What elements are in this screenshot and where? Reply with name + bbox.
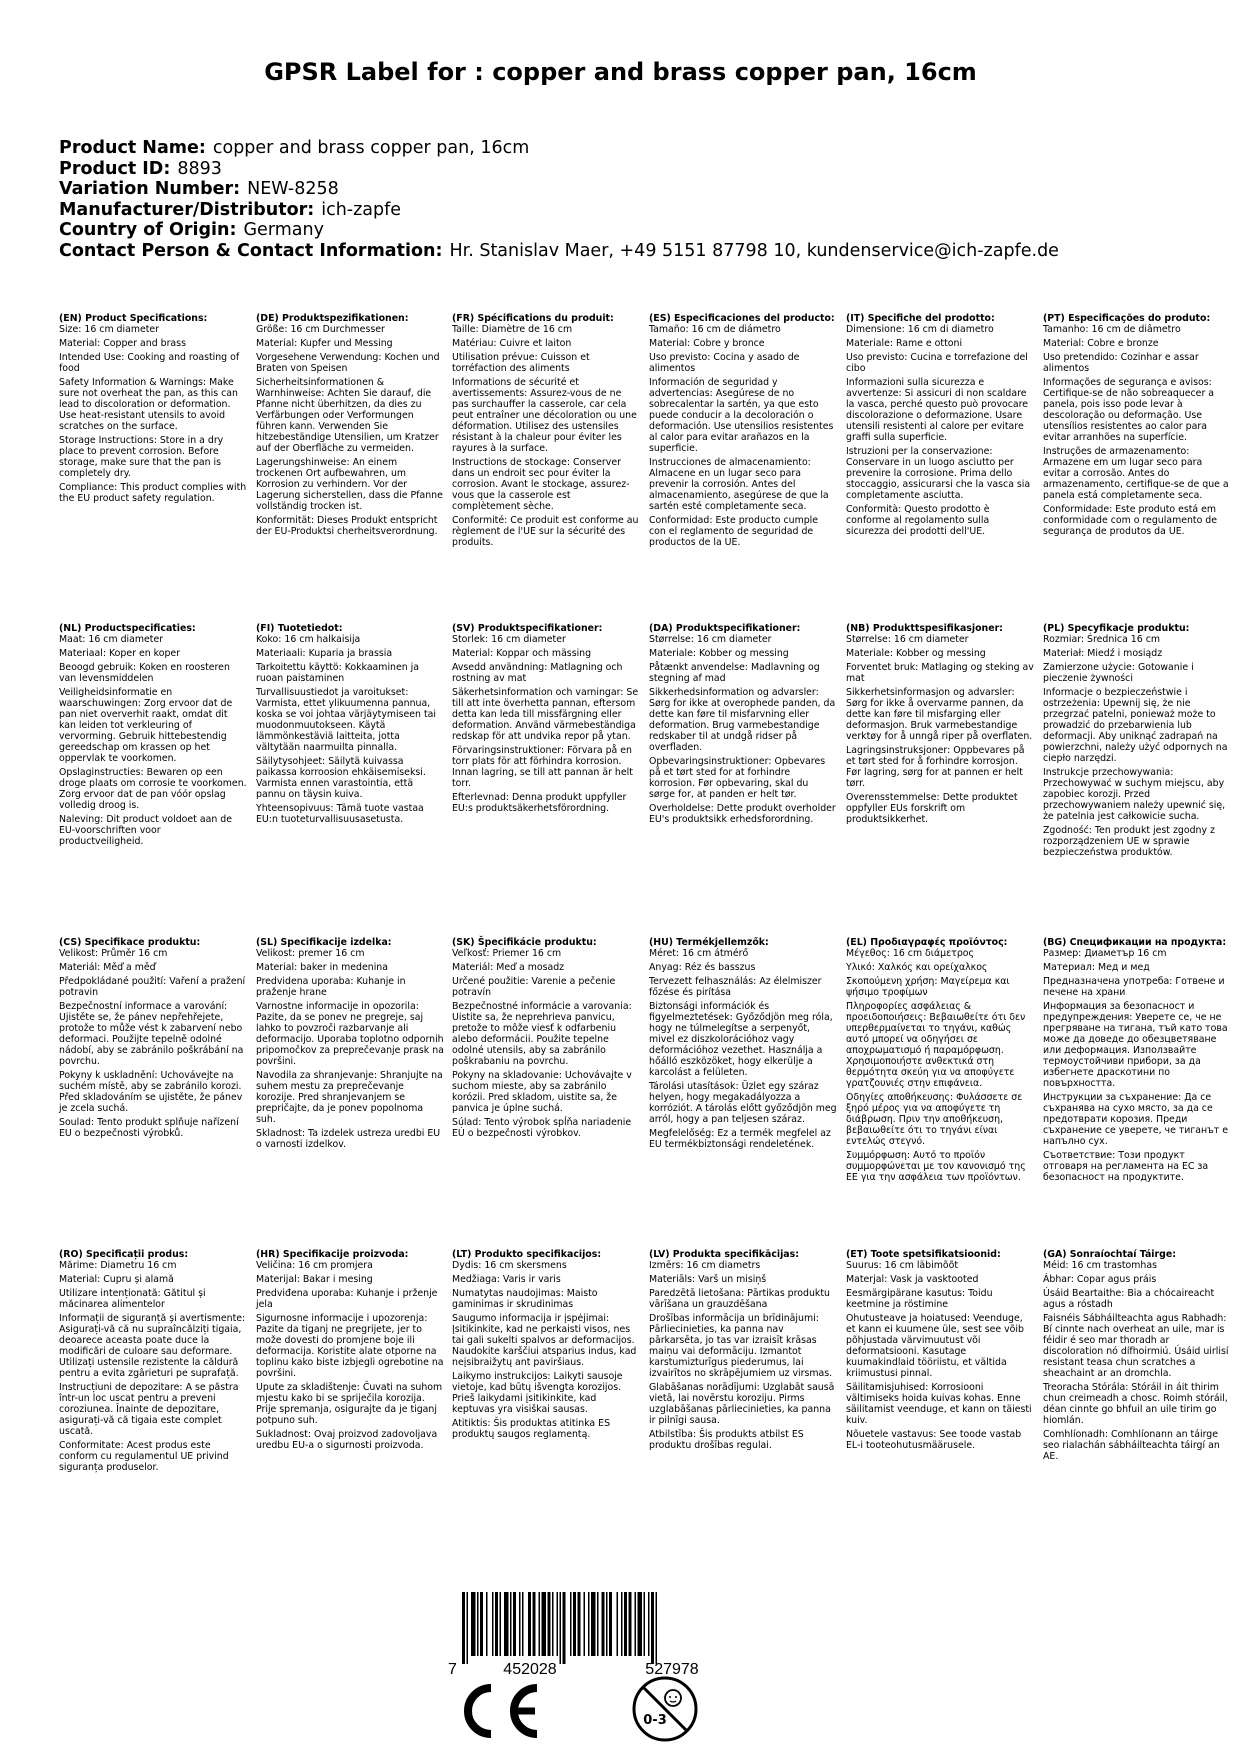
specification-item: Súlad: Tento výrobok spĺňa nariadenie EÚ o bezpečnosti výrobkov. xyxy=(452,1117,632,1139)
specification-item: Material: Cobre e bronze xyxy=(1043,338,1159,349)
barcode-bar xyxy=(548,1592,551,1656)
specification-item: Konformität: Dieses Produkt entspricht der EU-Produktsi cherheitsverordnung. xyxy=(256,515,438,537)
specification-item: Οδηγίες αποθήκευσης: Φυλάσσετε σε ξηρό μέρος για να αποφύγετε τη διάβρωση. Πριν την αποθήκευση, βεβαιωθείτε ότι το τηγάνι είναι εντελώς στεγνό. xyxy=(846,1092,1023,1147)
specification-item: Předpokládané použití: Vaření a pražení potravin xyxy=(59,976,246,998)
specification-item: Tamaño: 16 cm de diámetro xyxy=(649,324,781,335)
barcode-bar xyxy=(533,1592,536,1656)
barcode-digit-first: 7 xyxy=(448,1661,457,1678)
language-heading: (CS) Specifikace produktu: xyxy=(59,937,201,948)
barcode-bar xyxy=(510,1592,512,1656)
specification-item: Bezpečnostné informácie a varovania: Uistite sa, že neprehrieva panvicu, pretože to môže viesť k odfarbeniu alebo deformácii. Použite tepelne odolné utensils, aby sa zabránilo poškrabaniu na povrchu. xyxy=(452,1001,632,1067)
specification-item: Material: Koppar och mässing xyxy=(452,648,592,659)
specification-item: Bezpečnostní informace a varování: Ujistěte se, že pánev nepřehřejete, protože to může vést k zabarvení nebo deformaci. Použijte tepelně odolné nádobí, aby se zabránilo poškrábání na povrchu. xyxy=(59,1001,244,1067)
specification-item: Materiaal: Koper en koper xyxy=(59,648,181,659)
info-row-manufacturer: Manufacturer/Distributor: ich-zapfe xyxy=(59,199,402,220)
barcode-bar xyxy=(602,1592,605,1656)
specification-item: Laikymo instrukcijos: Laikyti sausoje vietoje, kad būtų išvengta korozijos. Prieš laikydami įsitikinkite, kad keptuvas yra visiškai sausas. xyxy=(452,1371,623,1415)
specification-item: Ohutusteave ja hoiatused: Veenduge, et kann ei kuumene üle, sest see võib põhjustada värvimuutust või deformatsiooni. Kasutage kuumakindlaid tööriistu, et vältida kriimustusi pinnal. xyxy=(846,1313,1024,1379)
specification-item: Size: 16 cm diameter xyxy=(59,324,160,335)
product-info xyxy=(59,138,1059,261)
language-heading: (DA) Produktspecifikationer: xyxy=(649,623,801,634)
specification-item: Faisnéis Sábháilteachta agus Rabhadh: Bí cinnte nach overheat an uile, mar is féidir é seo mar thoradh ar discoloration nó dífhoirmiú. Úsáid uirlisí resistant teasa chun scratches a sheachaint ar an dromchla. xyxy=(1043,1313,1229,1379)
barcode-bar xyxy=(480,1592,483,1656)
specification-item: Suurus: 16 cm läbimõõt xyxy=(846,1260,959,1271)
language-block xyxy=(1043,1249,1231,1465)
barcode-bar xyxy=(597,1592,599,1656)
specification-item: Overensstemmelse: Dette produktet oppfyller EUs forskrift om produktsikkerhet. xyxy=(846,792,1018,825)
barcode-bar xyxy=(573,1592,576,1656)
barcode-bar xyxy=(584,1592,586,1656)
language-heading: (NB) Produkttspesifikasjoner: xyxy=(846,623,1003,634)
specification-item: Soulad: Tento produkt splňuje nařízení EU o bezpečnosti výrobků. xyxy=(59,1117,239,1139)
barcode-bar xyxy=(651,1592,654,1664)
specification-item: Zamierzone użycie: Gotowanie i pieczenie żywności xyxy=(1043,662,1194,684)
specification-item: Efterlevnad: Denna produkt uppfyller EU:s produktsäkerhetsförordning. xyxy=(452,792,627,814)
ce-mark-icon xyxy=(455,1682,543,1740)
language-heading: (IT) Specifiche del prodotto: xyxy=(846,313,995,324)
specification-item: Utilizare intenționată: Gătitul și măcinarea alimentelor xyxy=(59,1288,206,1310)
specification-item: Opbevaringsinstruktioner: Opbevares på et tørt sted for at forhindre korrosion. Før opbevaring, skal du sørge for, at panden er helt tør. xyxy=(649,756,826,800)
language-heading: (PL) Specyfikacje produktu: xyxy=(1043,623,1190,634)
specification-item: Určené použitie: Varenie a pečenie potravín xyxy=(452,976,616,998)
language-heading: (BG) Спецификации на продукта: xyxy=(1043,937,1227,948)
language-block xyxy=(846,1249,1034,1454)
specification-item: Συμμόρφωση: Αυτό το προϊόν συμμορφώνεται με τον κανονισμό της ΕΕ για την ασφάλεια των προϊόντων. xyxy=(846,1150,1026,1183)
specification-item: Informações de segurança e avisos: Certifique-se de não sobreaquecer a panela, pois isso pode levar à descoloração ou deformação. Use utensílios resistentes ao calor para evitar arranhões na superfície. xyxy=(1043,377,1215,443)
specification-item: Predviđena uporaba: Kuhanje i prženje jela xyxy=(256,1288,438,1310)
language-block xyxy=(1043,313,1231,540)
specification-item: Uso previsto: Cucina e torrefazione del cibo xyxy=(846,352,1028,374)
specification-item: Treoracha Stórála: Stóráil in áit thirim chun creimeadh a chosc. Roimh stóráil, déan cinnte go bhfuil an uile tirim go hiomlán. xyxy=(1043,1382,1228,1426)
specification-item: Información de seguridad y advertencias: Asegúrese de no sobrecalentar la sartén, ya que esto puede conducir a la decoloración o deformación. Use utensilios resistentes al calor para evitar arañazos en la superficie. xyxy=(649,377,834,454)
barcode-bar xyxy=(542,1592,547,1656)
specification-item: Instrucțiuni de depozitare: A se păstra într-un loc uscat pentru a preveni coroziunea. Înainte de depozitare, asigurați-vă că tigaia este complet uscată. xyxy=(59,1382,239,1437)
language-block xyxy=(452,937,640,1142)
specification-item: Medžiaga: Varis ir varis xyxy=(452,1274,561,1285)
specification-item: Materjal: Vask ja vasktooted xyxy=(846,1274,979,1285)
specification-item: Materiāls: Varš un misiņš xyxy=(649,1274,767,1285)
language-heading: (LT) Produkto specifikacijos: xyxy=(452,1249,602,1260)
language-block xyxy=(59,1249,247,1476)
barcode-bar xyxy=(635,1592,637,1656)
barcode xyxy=(440,1590,750,1680)
specification-item: Eesmärgipärane kasutus: Toidu keetmine ja röstimine xyxy=(846,1288,993,1310)
specification-item: Instruções de armazenamento: Armazene em um lugar seco para evitar a corrosão. Antes do armazenamento, certifique-se de que a panela está completamente seca. xyxy=(1043,446,1229,501)
language-heading: (GA) Sonraíochtaí Táirge: xyxy=(1043,1249,1176,1260)
specification-item: Méret: 16 cm átmérő xyxy=(649,948,749,959)
specification-item: Conformidade: Este produto está em conformidade com o regulamento de segurança de produtos da UE. xyxy=(1043,504,1218,537)
specification-item: Dydis: 16 cm skersmens xyxy=(452,1260,567,1271)
barcode-bar xyxy=(471,1592,476,1656)
specification-item: Navodila za shranjevanje: Shranjujte na suhem mestu za preprečevanje korozije. Pred shranjevanjem se prepričajte, da je ponev popolnoma suh. xyxy=(256,1070,443,1125)
specification-item: Comhlíonadh: Comhlíonann an táirge seo rialachán sábháilteachta táirgí an AE. xyxy=(1043,1429,1220,1462)
specification-item: Utilisation prévue: Cuisson et torréfaction des aliments xyxy=(452,352,590,374)
specification-item: Sikkerhedsinformation og advarsler: Sørg for ikke at overophede panden, da dette kan føre til misfarvning eller deformation. Brug varmebestandige redskaber til at undgå ridser på overfladen. xyxy=(649,687,836,753)
language-heading: (NL) Productspecificaties: xyxy=(59,623,196,634)
specification-item: Størrelse: 16 cm diameter xyxy=(846,634,969,645)
language-block xyxy=(649,623,837,828)
language-block xyxy=(846,623,1034,828)
specification-item: Intended Use: Cooking and roasting of food xyxy=(59,352,240,374)
language-block xyxy=(59,937,247,1142)
specification-item: Instructions de stockage: Conserver dans un endroit sec pour éviter la corrosion. Avant le stockage, assurez-vous que la casserole est complètement sèche. xyxy=(452,457,630,512)
specification-item: Μέγεθος: 16 cm διάμετρος xyxy=(846,948,975,959)
language-heading: (ET) Toote spetsifikatsioonid: xyxy=(846,1249,1001,1260)
barcode-bar xyxy=(560,1592,562,1664)
info-row-contact: Contact Person & Contact Information: Hr. Stanislav Maer, +49 5151 87798 10, kundenservice@ich-zapfe.de xyxy=(59,240,1059,261)
language-heading: (HU) Termékjellemzők: xyxy=(649,937,769,948)
specification-item: Материал: Мед и мед xyxy=(1043,962,1150,973)
barcode-bar xyxy=(629,1592,632,1656)
specification-item: Informacje o bezpieczeństwie i ostrzeżenia: Upewnij się, że nie przegrzać patelni, ponieważ może to prowadzić do przebarwienia lub deformacji. Aby uniknąć zadrapań na powierzchni, należy użyć odpornych na ciepło narzędzi. xyxy=(1043,687,1228,764)
specification-item: Storlek: 16 cm diameter xyxy=(452,634,566,645)
specification-item: Informazioni sulla sicurezza e avvertenze: Si assicuri di non scaldare la vasca, perché questo può provocare discolorazione o deformazione. Usare utensili resistenti al calore per evitare graffi sulla superficie. xyxy=(846,377,1029,443)
language-heading: (RO) Specificații produs: xyxy=(59,1249,189,1260)
specification-item: Saugumo informacija ir įspėjimai: Įsitikinkite, kad ne perkaisti visos, nes tai gali sukelti spalvos ar deformacijos. Naudokite karščiui atsparius indus, kad neįsibraižytų ant paviršiaus. xyxy=(452,1313,637,1368)
barcode-digits-right: 527978 xyxy=(645,1661,699,1678)
specification-item: Nõuetele vastavus: See toode vastab EL-i tooteohutusmäärusele. xyxy=(846,1429,1022,1451)
barcode-bar xyxy=(492,1592,494,1656)
barcode-bar xyxy=(656,1592,658,1664)
specification-item: Sicherheitsinformationen & Warnhinweise: Achten Sie darauf, die Pfanne nicht überhitzen, da dies zu Verfärbungen oder Verformungen führen kann. Verwenden Sie hitzebeständige Utensilien, um Kratzer auf der Oberfläche zu vermeiden. xyxy=(256,377,439,454)
specification-item: Ábhar: Copar agus práis xyxy=(1043,1274,1157,1285)
specification-item: Påtænkt anvendelse: Madlavning og stegning af mad xyxy=(649,662,820,684)
age-label: 0-3 xyxy=(643,1713,667,1728)
specification-item: Izmērs: 16 cm diametrs xyxy=(649,1260,761,1271)
specification-item: Säilitamisjuhised: Korrosiooni vältimiseks hoida kuivas kohas. Enne säilitamist veenduge, et kann on täiesti kuiv. xyxy=(846,1382,1032,1426)
not-for-children-0-3-icon xyxy=(630,1674,700,1744)
specification-item: Informații de siguranță și avertismente: Asigurați-vă că nu supraîncălziți tigaia, deoarece aceasta poate duce la modificări de culoare sau deformare. Utilizați ustensile rezistente la căldură pentru a evita zgârieturi pe suprafață. xyxy=(59,1313,246,1379)
barcode-bar xyxy=(500,1592,502,1656)
specification-item: Opslaginstructies: Bewaren op een droge plaats om corrosie te voorkomen. Zorg ervoor dat de pan vóór opslag volledig droog is. xyxy=(59,767,247,811)
specification-item: Informations de sécurité et avertissements: Assurez-vous de ne pas surchauffer la casserole, car cela peut entraîner une décoloration ou une déformation. Utilisez des ustensiles résistant à la chaleur pour éviter les rayures à la surface. xyxy=(452,377,637,454)
specification-item: Предназначена употреба: Готвене и печене на храни xyxy=(1043,976,1225,998)
specification-item: Biztonsági információk és figyelmeztetések: Győződjön meg róla, hogy ne túlmelegítse a serpenyőt, mivel ez diszkolorációhoz vagy deformációhoz vezethet. Használja a hőálló eszközöket, hogy elkerülje a karcolást a felületen. xyxy=(649,1001,833,1078)
specification-item: Информация за безопасност и предупреждения: Уверете се, че не прегряване на тигана, тъй като това може да доведе до обезцветяване или деформация. Използвайте термоустойчиви прибори, за да избегнете драскотини по повърхността. xyxy=(1043,1001,1228,1089)
barcode-bar xyxy=(617,1592,619,1656)
language-heading: (ES) Especificaciones del producto: xyxy=(649,313,835,324)
barcode-bar xyxy=(606,1592,608,1656)
barcode-bar xyxy=(467,1592,469,1664)
barcode-bar xyxy=(570,1592,572,1656)
language-block xyxy=(846,313,1034,540)
specification-item: Størrelse: 16 cm diameter xyxy=(649,634,772,645)
specification-item: Pokyny na skladovanie: Uchovávajte v suchom mieste, aby sa zabránilo korózii. Pred skladom, uistite sa, že panvica je úplne suchá. xyxy=(452,1070,632,1114)
specification-item: Tarkoitettu käyttö: Kokkaaminen ja ruoan paistaminen xyxy=(256,662,420,684)
barcode-bar xyxy=(495,1592,498,1656)
language-block xyxy=(649,937,837,1153)
specification-item: Zgodność: Ten produkt jest zgodny z rozporządzeniem UE w sprawie bezpieczeństwa produktów. xyxy=(1043,825,1215,858)
specification-item: Uso previsto: Cocina y asado de alimentos xyxy=(649,352,800,374)
specification-item: Πληροφορίες ασφάλειας & προειδοποιήσεις: Βεβαιωθείτε ότι δεν υπερθερμαίνεται το τηγάνι, καθώς αυτό μπορεί να οδηγήσει σε αποχρωματισμό ή παραμόρφωση. Χρησιμοποιήστε ανθεκτικά στη θερμότητα σκεύη για να αποφύγετε γρατζουνιές στην επιφάνεια. xyxy=(846,1001,1026,1089)
specification-item: Veiligheidsinformatie en waarschuwingen: Zorg ervoor dat de pan niet oververhit raakt, omdat dit kan leiden tot verkleuring of vervorming. Gebruik hittebestendig gereedschap om krassen op het oppervlak te voorkomen. xyxy=(59,687,233,764)
specification-item: Tervezett felhasználás: Az élelmiszer főzése és pirítása xyxy=(649,976,822,998)
language-heading: (SL) Specifikacije izdelka: xyxy=(256,937,392,948)
barcode-bar xyxy=(648,1592,650,1656)
info-row-variation-number: Variation Number: NEW-8258 xyxy=(59,179,339,199)
specification-item: Materiál: Meď a mosadz xyxy=(452,962,565,973)
barcode-bar xyxy=(621,1592,623,1656)
language-heading: (HR) Specifikacije proizvoda: xyxy=(256,1249,409,1260)
specification-item: Úsáid Beartaithe: Bia a chócaireacht agus a róstadh xyxy=(1043,1288,1215,1310)
specification-item: Safety Information & Warnings: Make sure not overheat the pan, as this can lead to discoloration or deformation. Use heat-resistant utensils to avoid scratches on the surface. xyxy=(59,377,238,432)
barcode-bar xyxy=(557,1592,559,1656)
specification-item: Velikost: Průměr 16 cm xyxy=(59,948,168,959)
barcode-bar xyxy=(539,1592,541,1656)
specification-item: Materiaali: Kuparia ja brassia xyxy=(256,648,393,659)
specification-item: Avsedd användning: Matlagning och rostning av mat xyxy=(452,662,623,684)
barcode-bar xyxy=(504,1592,509,1656)
specification-item: Overholdelse: Dette produkt overholder EU's produktsikk erhedsforordning. xyxy=(649,803,836,825)
language-block xyxy=(1043,623,1231,861)
specification-item: Istruzioni per la conservazione: Conservare in un luogo asciutto per prevenire la corrosione. Prima dello stoccaggio, assicurarsi che la vasca sia completamente asciutta. xyxy=(846,446,1031,501)
specification-item: Veľkosť: Priemer 16 cm xyxy=(452,948,562,959)
info-row-product-id: Product ID: 8893 xyxy=(59,158,222,179)
specification-item: Conformità: Questo prodotto è conforme al regolamento sulla sicurezza dei prodotti dell'UE. xyxy=(846,504,990,537)
specification-item: Rozmiar: Średnica 16 cm xyxy=(1043,634,1160,645)
specification-item: Dimensione: 16 cm di diametro xyxy=(846,324,994,335)
specification-item: Forventet bruk: Matlaging og steking av mat xyxy=(846,662,1034,684)
specification-item: Material: baker in medenina xyxy=(256,962,388,973)
info-row-product-name: Product Name: copper and brass copper pan, 16cm xyxy=(59,138,530,158)
specification-item: Размер: Диаметър 16 cm xyxy=(1043,948,1167,959)
specification-item: Matériau: Cuivre et laiton xyxy=(452,338,572,349)
language-heading: (FI) Tuotetiedot: xyxy=(256,623,343,634)
language-heading: (EL) Προδιαγραφές προϊόντος: xyxy=(846,937,1008,948)
language-block xyxy=(452,623,640,817)
language-block xyxy=(846,937,1034,1186)
specification-item: Beoogd gebruik: Koken en roosteren van levensmiddelen xyxy=(59,662,230,684)
language-block xyxy=(649,313,837,551)
specification-item: Инструкции за съхранение: Да се съхранява на сухо място, за да се предотврати корозия. Преди съхранение се уверете, че тиганът е напълно сух. xyxy=(1043,1092,1229,1147)
specification-item: Säilytysohjeet: Säilytä kuivassa paikassa korroosion ehkäisemiseksi. Varmista ennen varastointia, että pannu on täysin kuiva. xyxy=(256,756,426,800)
specification-item: Turvallisuustiedot ja varoitukset: Varmista, ettet ylikuumenna pannua, koska se voi johtaa värjäytymiseen tai muodonmuutokseen. Käytä lämmönkestäviä laitteita, jotta vältytään naarmuilta pinnalla. xyxy=(256,687,437,753)
language-heading: (SV) Produktspecifikationer: xyxy=(452,623,603,634)
barcode-bar xyxy=(624,1592,627,1656)
specification-item: Conformité: Ce produit est conforme au règlement de l'UE sur la sécurité des produits. xyxy=(452,515,639,548)
barcode-bar xyxy=(563,1592,566,1664)
language-heading: (EN) Product Specifications: xyxy=(59,313,208,324)
barcode-bar xyxy=(638,1592,643,1656)
specification-item: Paredzētā lietošana: Pārtikas produktu vārīšana un grauzdēšana xyxy=(649,1288,830,1310)
specification-item: Yhteensopivuus: Tämä tuote vastaa EU:n tuoteturvallisuusasetusta. xyxy=(256,803,424,825)
language-block xyxy=(59,623,247,850)
barcode-bar xyxy=(528,1592,531,1656)
specification-item: Sikkerhetsinformasjon og advarsler: Sørg for ikke å overvarme pannen, da dette kan føre til misfarging eller deformasjon. Bruk varmebestandige verktøy for å unngå riper på overflaten. xyxy=(846,687,1033,742)
specification-item: Υλικό: Χαλκός και ορείχαλκος xyxy=(846,962,988,973)
specification-item: Pokyny k uskladnění: Uchovávejte na suchém místě, aby se zabránilo korozi. Před skladováním se ujistěte, že pánev je zcela suchá. xyxy=(59,1070,243,1114)
specification-item: Materiale: Rame e ottoni xyxy=(846,338,963,349)
language-block xyxy=(256,623,444,828)
language-block xyxy=(256,937,444,1153)
language-block xyxy=(256,313,444,540)
specification-item: Tárolási utasítások: Üzlet egy száraz helyen, hogy megakadályozza a korróziót. A tárolás előtt győződjön meg arról, hogy a pan teljesen száraz. xyxy=(649,1081,837,1125)
specification-item: Größe: 16 cm Durchmesser xyxy=(256,324,385,335)
specification-item: Vorgesehene Verwendung: Kochen und Braten von Speisen xyxy=(256,352,440,374)
language-block xyxy=(452,313,640,551)
language-block xyxy=(649,1249,837,1454)
specification-item: Atbilstība: Šis produkts atbilst ES produktu drošības regulai. xyxy=(649,1429,804,1451)
specification-item: Material: Cobre y bronce xyxy=(649,338,765,349)
specification-item: Instrukcje przechowywania: Przechowywać w suchym miejscu, aby zapobiec korozji. Przed przechowywaniem należy upewnić się, że patelnia jest całkowicie sucha. xyxy=(1043,767,1226,822)
specification-item: Uso pretendido: Cozinhar e assar alimentos xyxy=(1043,352,1199,374)
specification-item: Velikost: premer 16 cm xyxy=(256,948,365,959)
specification-item: Storage Instructions: Store in a dry place to prevent corrosion. Before storage, make sure that the pan is completely dry. xyxy=(59,435,224,479)
specification-item: Atitiktis: Šis produktas atitinka ES produktų saugos reglamentą. xyxy=(452,1418,611,1440)
specification-item: Maat: 16 cm diameter xyxy=(59,634,164,645)
barcode-bar xyxy=(519,1592,521,1656)
specification-item: Съответствие: Този продукт отговаря на регламента на ЕС за безопасност на продуктите. xyxy=(1043,1150,1209,1183)
specification-item: Tamanho: 16 cm de diâmetro xyxy=(1043,324,1181,335)
specification-item: Σκοπούμενη χρήση: Μαγείρεμα και ψήσιμο τροφίμων xyxy=(846,976,1010,998)
specification-item: Veličina: 16 cm promjera xyxy=(256,1260,373,1271)
specification-item: Varnostne informacije in opozorila: Pazite, da se ponev ne pregreje, saj lahko to povzroči razbarvanje ali deformacijo. Uporaba toplotno odpornih pripomočkov za preprečevanje prask na površini. xyxy=(256,1001,444,1067)
language-heading: (LV) Produkta specifikācijas: xyxy=(649,1249,799,1260)
specification-item: Materijal: Bakar i mesing xyxy=(256,1274,373,1285)
specification-item: Lagringsinstruksjoner: Oppbevares på et tørt sted for å forhindre korrosjon. Før lagring, sørg for at pannen er helt tørr. xyxy=(846,745,1025,789)
specification-item: Conformitate: Acest produs este conform cu regulamentul UE privind siguranța produselor. xyxy=(59,1440,229,1473)
language-heading: (PT) Especificações do produto: xyxy=(1043,313,1211,324)
specification-item: Lagerungshinweise: An einem trockenen Ort aufbewahren, um Korrosion zu verhindern. Vor der Lagerung sicherstellen, dass die Pfanne vollständig trocken ist. xyxy=(256,457,443,512)
barcode-bar xyxy=(522,1592,524,1656)
barcode-bar xyxy=(486,1592,488,1656)
specification-item: Sigurnosne informacije i upozorenja: Pazite da tiganj ne pregrijete, jer to može dovesti do promjene boje ili deformacija. Koristite alate otporne na toplinu kako biste izbjegli ogrebotine na površini. xyxy=(256,1313,444,1379)
barcode-bar xyxy=(477,1592,479,1656)
specification-item: Glabāšanas norādījumi: Uzglabāt sausā vietā, lai novērstu koroziju. Pirms uzglabāšanas pārliecinieties, ka panna ir pilnīgi sausa. xyxy=(649,1382,835,1426)
specification-item: Säkerhetsinformation och varningar: Se till att inte överhetta pannan, eftersom detta kan leda till missfärgning eller deformation. Använd värmebeständiga redskap för att undvika repor på ytan. xyxy=(452,687,639,742)
barcode-bar xyxy=(578,1592,581,1656)
specification-item: Anyag: Réz és basszus xyxy=(649,962,756,973)
specification-item: Conformidad: Este producto cumple con el reglamento de seguridad de productos de la UE. xyxy=(649,515,819,548)
specification-item: Sukladnost: Ovaj proizvod zadovoljava uredbu EU-a o sigurnosti proizvoda. xyxy=(256,1429,438,1451)
language-block xyxy=(256,1249,444,1454)
specification-item: Taille: Diamètre de 16 cm xyxy=(452,324,573,335)
specification-item: Materiale: Kobber og messing xyxy=(846,648,986,659)
language-block xyxy=(59,313,247,507)
specification-item: Instrucciones de almacenamiento: Almacene en un lugar seco para prevenir la corrosión. Antes del almacenamiento, asegúrese de que la sartén esté completamente seca. xyxy=(649,457,829,512)
specification-item: Méid: 16 cm trastomhas xyxy=(1043,1260,1158,1271)
barcode-bar xyxy=(552,1592,554,1656)
specification-item: Material: Copper and brass xyxy=(59,338,186,349)
specification-item: Materiał: Miedź i mosiądz xyxy=(1043,648,1163,659)
specification-item: Upute za skladištenje: Čuvati na suhom mjestu kako bi se spriječila korozija. Prije spremanja, osigurajte da je tiganj potpuno suh. xyxy=(256,1382,443,1426)
language-block xyxy=(1043,937,1231,1186)
specification-item: Skladnost: Ta izdelek ustreza uredbi EU o varnosti izdelkov. xyxy=(256,1128,441,1150)
language-heading: (DE) Produktspezifikationen: xyxy=(256,313,409,324)
barcode-bar xyxy=(588,1592,590,1656)
language-heading: (SK) Špecifikácie produktu: xyxy=(452,937,597,948)
language-block xyxy=(452,1249,640,1443)
info-row-country-of-origin: Country of Origin: Germany xyxy=(59,220,324,240)
barcode-bar xyxy=(644,1592,646,1656)
barcode-bar xyxy=(513,1592,516,1656)
specification-item: Material: Kupfer und Messing xyxy=(256,338,393,349)
specification-item: Materiál: Měď a měď xyxy=(59,962,156,973)
specification-item: Drošības informācija un brīdinājumi: Pārliecinieties, ka panna nav pārkarsēta, jo tas var izraisīt krāsas maiņu vai deformāciju. Izmantot karstumizturīgus piederumus, lai izvairītos no skrāpējumiem uz virsmas. xyxy=(649,1313,833,1379)
language-heading: (FR) Spécifications du produit: xyxy=(452,313,614,324)
specification-item: Material: Cupru și alamă xyxy=(59,1274,174,1285)
specification-item: Mărime: Diametru 16 cm xyxy=(59,1260,177,1271)
specification-item: Koko: 16 cm halkaisija xyxy=(256,634,361,645)
specification-item: Naleving: Dit product voldoet aan de EU-voorschriften voor productveiligheid. xyxy=(59,814,232,847)
specification-item: Materiale: Kobber og messing xyxy=(649,648,789,659)
specification-item: Förvaringsinstruktioner: Förvara på en torr plats för att förhindra korrosion. Innan lagring, se till att pannan är helt torr. xyxy=(452,745,633,789)
barcode-bar xyxy=(462,1592,465,1664)
barcode-bar xyxy=(609,1592,612,1656)
barcode-bar xyxy=(591,1592,596,1656)
specification-item: Predvidena uporaba: Kuhanje in praženje hrane xyxy=(256,976,406,998)
specification-item: Numatytas naudojimas: Maisto gaminimas ir skrudinimas xyxy=(452,1288,598,1310)
page-title: GPSR Label for : copper and brass copper pan, 16cm xyxy=(264,58,977,86)
barcode-digits-left: 452028 xyxy=(503,1661,557,1678)
specification-item: Megfelelőség: Ez a termék megfelel az EU termékbiztonsági rendeletének. xyxy=(649,1128,831,1150)
specification-item: Compliance: This product complies with the EU product safety regulation. xyxy=(59,482,247,504)
